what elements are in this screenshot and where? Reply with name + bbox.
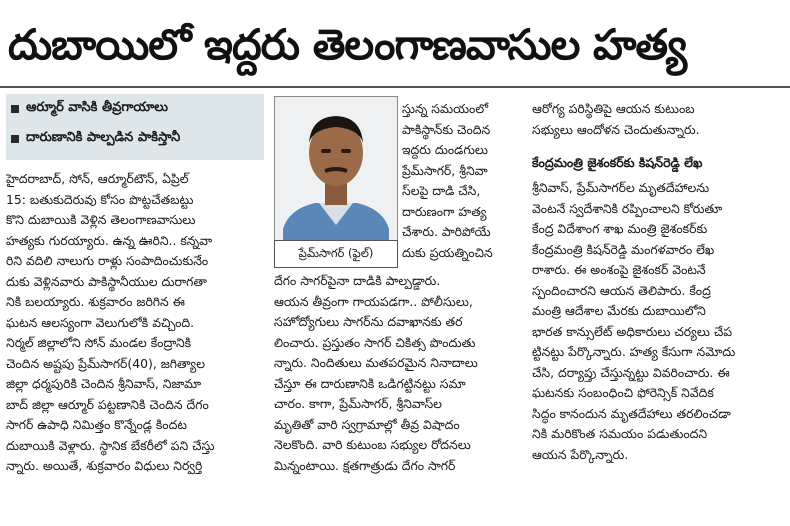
highlights-box (6, 94, 264, 160)
bullet-square-icon (11, 135, 19, 143)
text-line: ఘటన ఆలస్యంగా వెలుగులోకి వచ్చింది. (6, 314, 195, 330)
text-line: సిద్ధం కానందున మృతదేహాలు తరలించడా (532, 405, 731, 421)
highlight-text: దారుణానికి పాల్పడిన పాకిస్తానీ (26, 130, 181, 145)
text-line: దుకు వెళ్లినవారు పాకిస్థానీయుల దురాగతా (6, 273, 207, 289)
text-line: లించారు. ప్రస్తుతం సాగర్ చికిత్స పొందుతు (274, 334, 476, 350)
text-line: కేంద్రమంత్రి కిషన్‌రెడ్డి మంగళవారం లేఖ (532, 241, 715, 257)
text-line: చేసి, దర్యాప్తు చేస్తున్నట్టు వివరించారు. ఈ (532, 364, 730, 380)
text-line: చారం. కాగా, ప్రేమ్‌సాగర్, శ్రీనివాస్‌ల (274, 396, 442, 411)
text-line: స్పందించారని ఆయన తెలిపారు. కేంద్ర (532, 282, 711, 298)
text-line: దారుణంగా హత్య (402, 203, 487, 219)
article-column-3-bottom (532, 178, 784, 465)
text-line: బాద్ జిల్లా ఆర్మూర్ పట్టణానికి చెందిన దేగం (6, 396, 209, 412)
text-line: స్తున్న సమయంలో (402, 101, 489, 116)
text-line: దుబాయికి వెళ్లారు. స్థానిక బేకరీలో పని చేస్తు (6, 437, 215, 453)
article-column-3-top (532, 99, 784, 140)
text-line: వెంటనే స్వదేశానికి రప్పించాలని కోరుతూ (532, 200, 723, 216)
text-line: సభ్యులు ఆందోళన చెందుతున్నారు. (532, 121, 700, 137)
text-line: ఆయన పేర్కొన్నారు. (532, 446, 629, 462)
text-line: ఆయన తీవ్రంగా గాయపడగా.. పోలీసులు, (274, 293, 473, 309)
text-line: నికి బలయ్యారు. శుక్రవారం జరిగిన ఈ (6, 294, 185, 309)
text-line: మంత్రి ఆదేశాల మేరకు దుబాయిలోని (532, 303, 706, 318)
text-line: మిన్నంటాయి. క్షతగాత్రుడు దేగం సాగర్ (274, 457, 456, 473)
text-line: చేశారు. పారిపోయే (402, 224, 491, 239)
text-line: దేగం సాగర్‌పైనా దాడికి పాల్పడ్డారు. (274, 273, 441, 288)
text-line: శ్రీనివాస్, ప్రేమ్‌సాగర్‌ల మృతదేహాలను (532, 180, 710, 195)
subheading: కేంద్రమంత్రి జైశంకర్‌కు కిషన్‌రెడ్డి లేఖ (532, 155, 703, 170)
text-line: రిని వదిలి నాలుగు రాళ్లు సంపాదించుకునేం (6, 253, 209, 268)
text-line: జిల్లా ధర్మపురికి చెందిన శ్రీనివాస్, నిజామా (6, 376, 202, 391)
text-line: న్నారు. అయితే, శుక్రవారం విధులు నిర్వర్తి (6, 458, 203, 473)
text-line: న్నారు. నిందితులు మతపరమైన నినాదాలు (274, 355, 478, 370)
text-line: కొని దుబాయికి వెళ్లిన తెలంగాణవాసులు (6, 212, 196, 227)
bullet-square-icon (11, 105, 19, 113)
text-line: సాగర్ ఉపాధి నిమిత్తం కొన్నేండ్ల కిందట (6, 417, 187, 432)
text-line: కేంద్ర విదేశాంగ శాఖ మంత్రి జైశంకర్‌కు (532, 221, 708, 236)
text-line: 15: బతుకుదెరువు కోసం పొట్టచేతబట్టు (6, 191, 194, 207)
text-line: ప్రేమ్‌సాగర్, శ్రీనివా (402, 162, 488, 178)
text-line: చెందిన అష్టపు ప్రేమ్‌సాగర్(40), జగిత్యాల (6, 355, 205, 371)
headline-divider (0, 86, 790, 88)
text-line: పాకిస్థాన్‌కు చెందిన (402, 121, 491, 137)
text-line: హత్యకు గురయ్యారు. ఉన్న ఊరిని.. కన్నవా (6, 232, 213, 248)
text-line: నెలకొంది. వారి కుటుంబ సభ్యుల రోదనలు (274, 437, 471, 452)
text-line: మృతితో వారి స్వగ్రామాల్లో తీవ్ర విషాదం (274, 416, 460, 432)
text-line: దుకు ప్రయత్నించిన (402, 244, 493, 260)
highlight-text: ఆర్మూర్ వాసికి తీవ్రగాయాలు (26, 100, 168, 115)
text-line: ఘటనకు సంబంధించి ఫోరెన్సిక్ నివేదిక (532, 385, 714, 400)
highlight-item (6, 94, 264, 124)
text-line: స్‌లపై దాడి చేసి, (402, 183, 481, 198)
article-column-2-top (402, 99, 528, 263)
highlight-item (6, 124, 264, 154)
article-column-1 (6, 169, 264, 477)
article-column-2-bottom (274, 271, 528, 476)
text-line: చేస్తూ ఈ దారుణానికి ఒడిగట్టినట్టు సమా (274, 375, 466, 391)
text-line: సహోద్యోగులు సాగర్‌ను దవాఖానకు తర (274, 314, 463, 329)
text-line: ట్టినట్టు పేర్కొన్నారు. హత్య కేసుగా నమోదు (532, 344, 736, 359)
text-line: ఇద్దరు దుండగులు (402, 142, 488, 157)
headline: దుబాయిలో ఇద్దరు తెలంగాణవాసుల హత్య (8, 20, 687, 69)
text-line: ఆరోగ్య పరిస్థితిపై ఆయన కుటుంబ (532, 101, 695, 116)
text-line: నికి మరికొంత సమయం పడుతుందని (532, 426, 708, 441)
text-line: హైదరాబాద్, సోన్, ఆర్మూర్‌టౌన్, ఏప్రిల్ (6, 171, 189, 186)
text-line: నిర్మల్ జిల్లాలోని సోన్ మండల కేంద్రానికి (6, 335, 192, 350)
text-line: భారత కాన్సులేట్ అధికారులు చర్యలు చేప (532, 323, 733, 339)
photo-caption: ప్రేమ్‌సాగర్ (ఫైల్) (274, 240, 398, 268)
text-line: రాశారు. ఈ అంశంపై జైశంకర్ వెంటనే (532, 262, 706, 277)
